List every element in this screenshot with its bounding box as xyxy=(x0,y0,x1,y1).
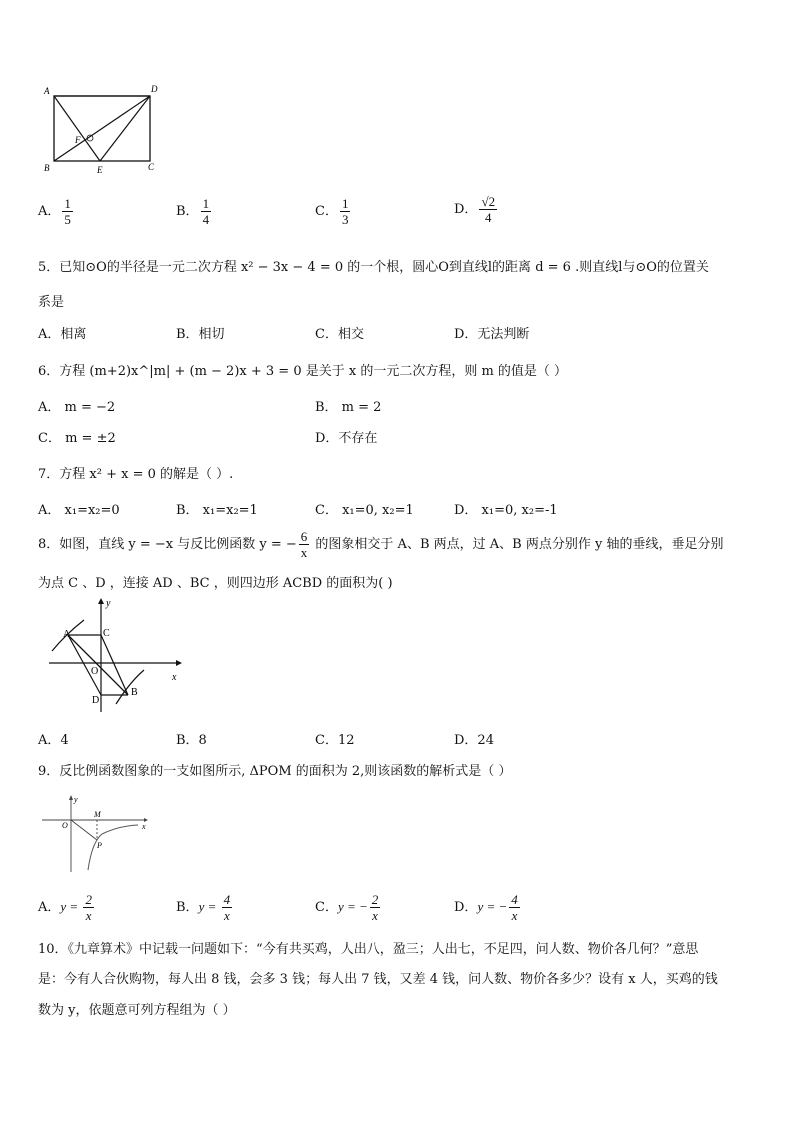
label-A: A xyxy=(63,629,71,640)
hyperbola-figure xyxy=(44,596,184,714)
label-C: C xyxy=(103,628,110,639)
label-C: C xyxy=(148,162,155,172)
q5-option-c[interactable]: C．相交 xyxy=(315,327,364,342)
q5-stem-line2: 系是 xyxy=(38,295,65,310)
q8-option-a[interactable]: A．4 xyxy=(38,733,69,748)
label-E: E xyxy=(97,165,103,174)
q9-option-b[interactable]: B．y = $\frac{4}{x}$ xyxy=(176,892,231,923)
q8-stem-line1: 8．如图，直线 y = −x 与反比例函数 y = − $\frac{6}{x}$ 的图象相交于 A、B 两点，过 A、B 两点分别作 y 轴的垂线，垂足分别 xyxy=(38,529,724,560)
label-D: D xyxy=(151,84,158,94)
q5-option-b[interactable]: B．相切 xyxy=(176,327,225,342)
q5-option-d[interactable]: D．无法判断 xyxy=(454,327,530,342)
q10-stem-line3: 数为 y，依题意可列方程组为（ ） xyxy=(38,1003,236,1018)
q10-stem-line2: 是：今有人合伙购物，每人出 8 钱，会多 3 钱；每人出 7 钱，又差 4 钱，问人数、物价各多少？设有 x 人，买鸡的钱 xyxy=(38,972,718,987)
q6-option-a[interactable]: A． m = −2 xyxy=(38,400,116,415)
q6-stem: 6．方程 (m+2)x^|m| + (m − 2)x + 3 = 0 是关于 x 的一元二次方程，则 m 的值是（ ） xyxy=(38,364,568,379)
label-B: B xyxy=(131,687,138,698)
q4-option-a[interactable]: A． $\frac{1}{5}$ xyxy=(38,196,71,227)
label-M: M xyxy=(94,810,101,819)
label-B: B xyxy=(44,163,50,173)
axis-x-label: x xyxy=(142,822,146,831)
q7-option-c[interactable]: C． x₁=0, x₂=1 xyxy=(315,503,414,518)
label-P: P xyxy=(97,841,102,850)
q7-option-d[interactable]: D． x₁=0, x₂=-1 xyxy=(454,503,558,518)
q6-option-c[interactable]: C． m = ±2 xyxy=(38,431,116,446)
q8-option-d[interactable]: D．24 xyxy=(454,733,494,748)
inverse-function-figure xyxy=(40,792,152,874)
q9-option-a[interactable]: A．y = $\frac{2}{x}$ xyxy=(38,892,92,923)
q6-option-d[interactable]: D．不存在 xyxy=(315,431,378,446)
q5-stem-line1: 5．已知⊙O的半径是一元二次方程 x² − 3x − 4 = 0 的一个根，圆心O到直线l的距离 d = 6 .则直线l与⊙O的位置关 xyxy=(38,260,709,275)
q8-option-c[interactable]: C．12 xyxy=(315,733,355,748)
axis-x-label: x xyxy=(172,672,177,683)
q9-option-d[interactable]: D．y = − $\frac{4}{x}$ xyxy=(454,892,518,923)
q7-option-b[interactable]: B． x₁=x₂=1 xyxy=(176,503,258,518)
label-D: D xyxy=(92,695,100,706)
q4-option-b[interactable]: B． $\frac{1}{4}$ xyxy=(176,196,210,227)
q9-stem: 9．反比例函数图象的一支如图所示, ΔPOM 的面积为 2,则该函数的解析式是（ ） xyxy=(38,764,512,779)
q4-option-c[interactable]: C． $\frac{1}{3}$ xyxy=(315,196,349,227)
q5-option-a[interactable]: A．相离 xyxy=(38,327,87,342)
q8-stem-line2: 为点 C 、D ，连接 AD 、BC ，则四边形 ACBD 的面积为( ) xyxy=(38,576,393,591)
q4-option-d[interactable]: D． $\frac{√2}{4}$ xyxy=(454,194,496,225)
q10-stem-line1: 10．《九章算术》中记载一问题如下：“今有共买鸡，人出八，盈三；人出七，不足四，问人数、物价各几何？”意思 xyxy=(38,942,699,957)
label-O: O xyxy=(91,666,99,677)
axis-y-label: y xyxy=(106,598,111,609)
label-O: O xyxy=(62,821,68,830)
q7-option-a[interactable]: A． x₁=x₂=0 xyxy=(38,503,120,518)
label-F: F xyxy=(75,135,81,145)
q7-stem: 7．方程 x² + x = 0 的解是（ ）. xyxy=(38,467,234,482)
q6-option-b[interactable]: B． m = 2 xyxy=(315,400,382,415)
q9-option-c[interactable]: C．y = − $\frac{2}{x}$ xyxy=(315,892,379,923)
axis-y-label: y xyxy=(74,795,78,804)
rectangle-figure xyxy=(38,82,163,174)
q8-option-b[interactable]: B．8 xyxy=(176,733,207,748)
label-A: A xyxy=(44,86,50,96)
